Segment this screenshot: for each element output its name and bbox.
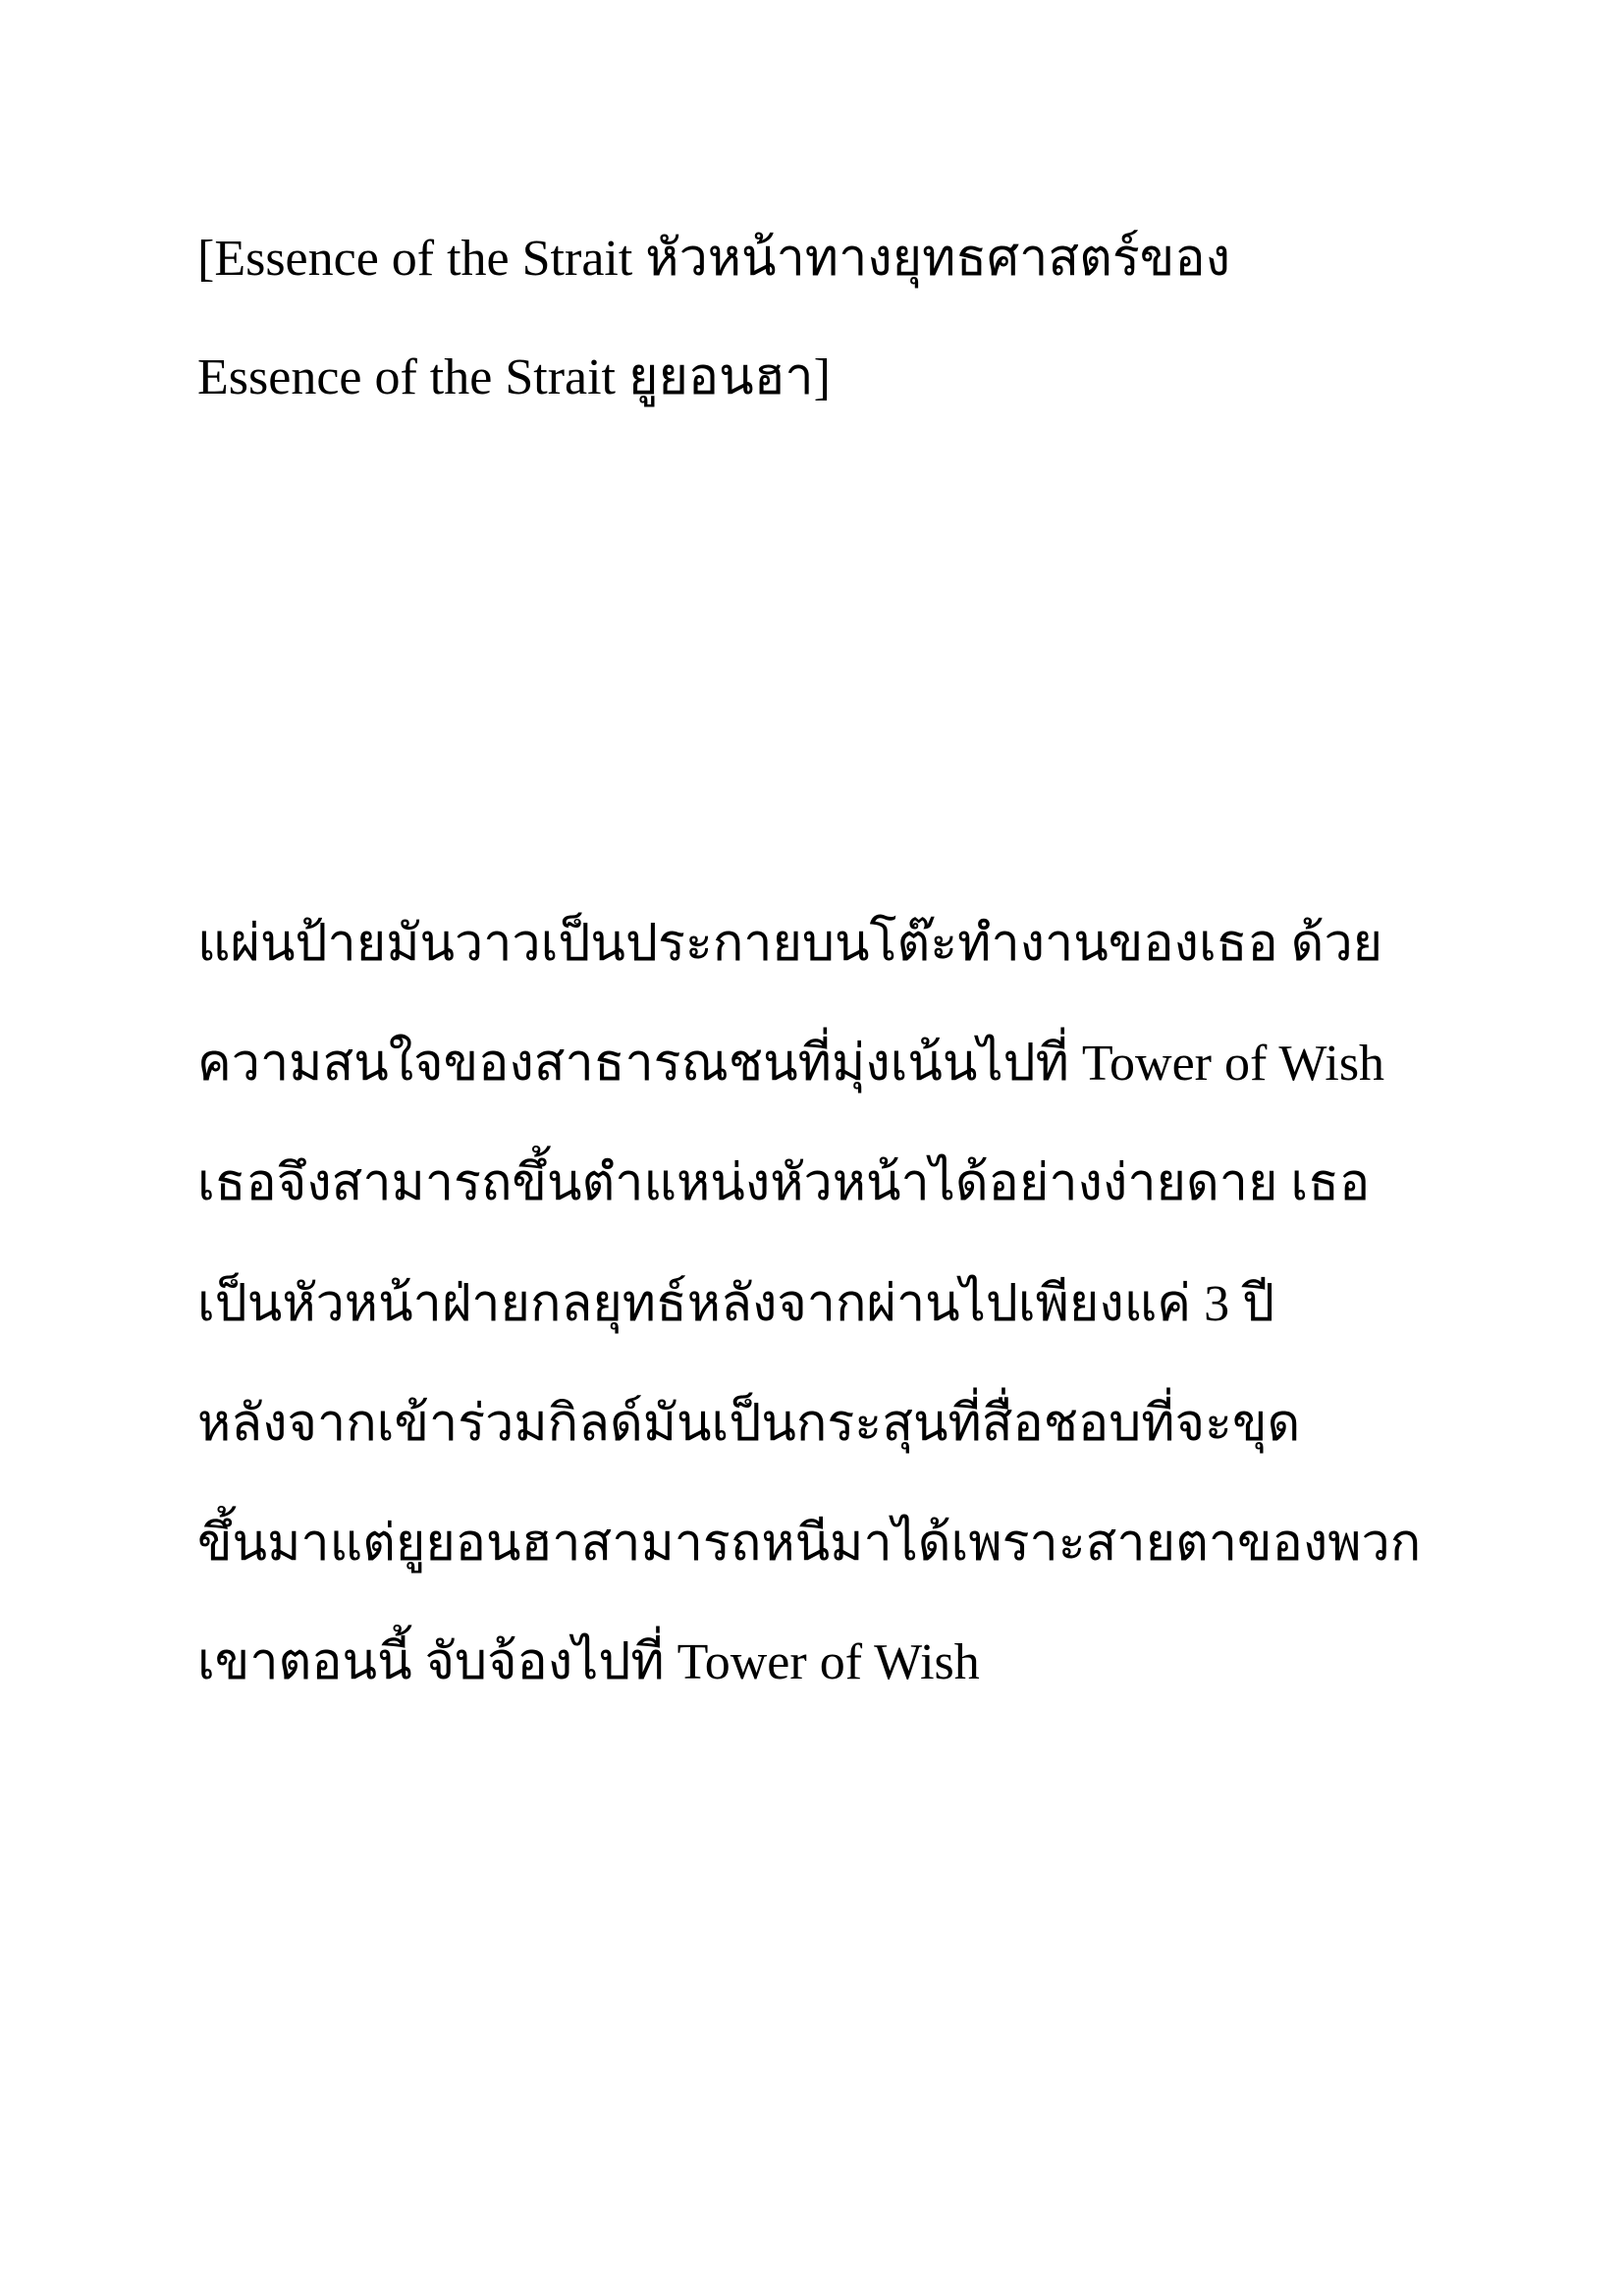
paragraph-line: ความสนใจของสาธารณชนที่มุ่งเน้นไปที่ Tower of Wish (197, 1036, 1385, 1092)
paragraph-line: เธอจึงสามารถขึ้นตำแหน่งหัวหน้าได้อย่างง่ายดาย เธอ (197, 1155, 1371, 1211)
title-line: [Essence of the Strait หัวหน้าทางยุทธศาสตร์ของ (197, 231, 1230, 287)
paragraph-line: หลังจากเข้าร่วมกิลด์มันเป็นกระสุนที่สื่อชอบที่จะขุด (197, 1396, 1301, 1452)
paragraph-line: ขึ้นมาแต่ยูยอนฮาสามารถหนีมาได้เพราะสายตาของพวก (197, 1516, 1422, 1572)
paragraph-line: เป็นหัวหน้าฝ่ายกลยุทธ์หลังจากผ่านไปเพียงแค่ 3 ปี (197, 1276, 1275, 1332)
paragraph-line: แผ่นป้ายมันวาวเป็นประกายบนโต๊ะทำงานของเธอ ด้วย (197, 916, 1383, 972)
title-line: Essence of the Strait ยูยอนฮา] (197, 349, 831, 405)
paragraph-line: เขาตอนนี้ จับจ้องไปที่ Tower of Wish (197, 1634, 980, 1690)
